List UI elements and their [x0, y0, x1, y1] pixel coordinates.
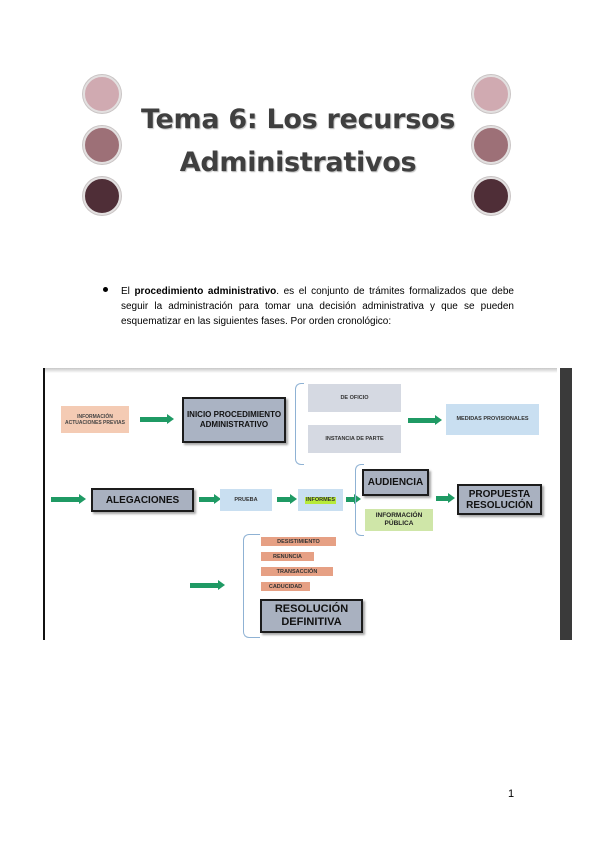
label-prueba: PRUEBA — [234, 496, 258, 503]
label-caducidad: CADUCIDAD — [268, 583, 303, 590]
label-audiencia: AUDIENCIA — [367, 477, 424, 488]
label-resolucion: RESOLUCIÓN DEFINITIVA — [274, 603, 349, 628]
label-de-oficio: DE OFICIO — [340, 394, 369, 401]
box-transaccion — [261, 567, 333, 576]
arrow-icon — [408, 418, 436, 423]
bullet-icon — [103, 287, 108, 292]
label-informes: INFORMES — [305, 496, 336, 503]
label-informacion: INFORMACIÓN ACTUACIONES PREVIAS — [64, 413, 125, 426]
decor-circle-right-top — [472, 75, 510, 113]
label-desistimiento: DESISTIMIENTO — [277, 538, 320, 545]
label-instancia: INSTANCIA DE PARTE — [325, 435, 384, 442]
arrow-icon — [51, 497, 80, 502]
label-alegaciones: ALEGACIONES — [105, 494, 180, 506]
box-audiencia — [362, 469, 429, 496]
box-informacion-publica — [365, 509, 433, 531]
para-before: El — [121, 286, 135, 297]
box-prueba — [220, 489, 272, 511]
intro-paragraph — [121, 284, 514, 329]
label-inicio: INICIO PROCEDIMIENTO ADMINISTRATIVO — [186, 410, 282, 429]
procedure-diagram — [43, 368, 572, 640]
page-number: 1 — [508, 788, 515, 800]
box-de-oficio — [308, 384, 401, 412]
title-line-1: Tema 6: Los recursos — [141, 104, 455, 135]
title-line-2: Administrativos — [179, 147, 417, 178]
box-resolucion — [260, 599, 363, 633]
box-medidas — [446, 404, 539, 435]
label-transaccion: TRANSACCIÓN — [276, 568, 318, 575]
arrow-icon — [277, 497, 291, 502]
decor-circle-left-mid — [83, 126, 121, 164]
decor-circle-right-bottom — [472, 177, 510, 215]
arrow-icon — [140, 417, 168, 422]
box-renuncia — [261, 552, 314, 561]
box-desistimiento — [261, 537, 336, 546]
arrow-icon — [190, 583, 219, 588]
label-informacion-publica: INFORMACIÓN PÚBLICA — [375, 512, 423, 527]
diagram-top-shade — [45, 368, 557, 373]
arrow-icon — [346, 497, 355, 502]
brace-terminacion — [243, 534, 260, 638]
box-inicio — [182, 397, 286, 443]
box-informacion-previa — [61, 406, 129, 433]
arrow-icon — [436, 496, 449, 501]
para-after: . es el conjunto de trámites formalizados que debe seguir la administración para tomar una decisión administrativa y que se pueden esquematizar en las siguientes fases. Por orden cronológico: — [121, 286, 514, 327]
page-title — [120, 98, 476, 184]
decor-circle-left-top — [83, 75, 121, 113]
decor-circle-right-mid — [472, 126, 510, 164]
box-instancia — [308, 425, 401, 453]
para-bold: procedimiento administrativo — [134, 286, 277, 297]
label-renuncia: RENUNCIA — [272, 553, 303, 560]
diagram-right-bar — [560, 368, 572, 640]
box-propuesta — [457, 484, 542, 515]
brace-inicio — [295, 383, 304, 465]
box-informes — [298, 489, 343, 511]
decor-circle-left-bottom — [83, 177, 121, 215]
arrow-icon — [199, 497, 215, 502]
box-caducidad — [261, 582, 310, 591]
box-alegaciones — [91, 488, 194, 512]
label-propuesta: PROPUESTA RESOLUCIÓN — [466, 488, 533, 511]
label-medidas: MEDIDAS PROVISIONALES — [456, 416, 529, 422]
